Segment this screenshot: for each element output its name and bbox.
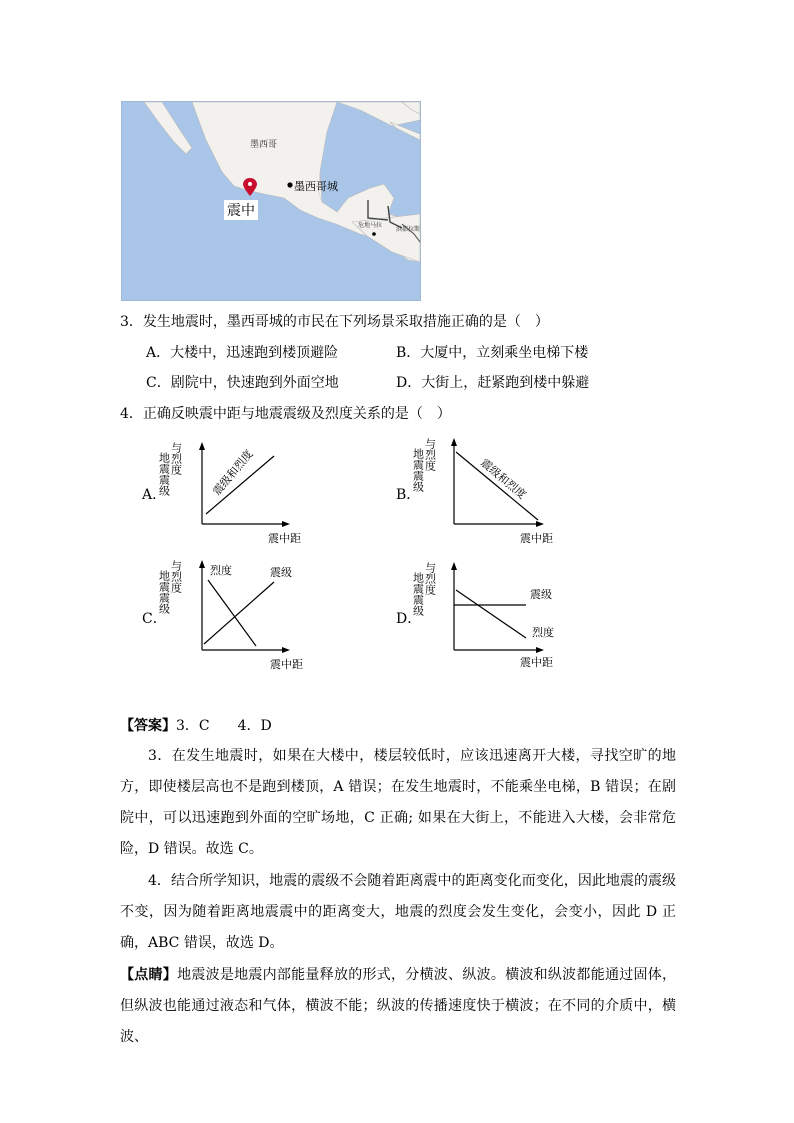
tip-tag: 【点睛】 [120,967,178,983]
q4-option-d-letter: D． [396,611,422,627]
map-graphic [122,102,420,300]
graph-b-line-label: 震级和烈度 [478,456,529,502]
tip-paragraph [120,960,676,1053]
graph-a-ylabel-col2: 与烈度 [169,442,183,475]
answer-line [120,716,272,736]
map-label-epicenter: 震中 [224,200,258,220]
explanation-q4: 4．结合所学知识，地震的震级不会随着距离震中的距离变化而变化，因此地震的震级不变，因为随着距离地震震中的距离变大，地震的烈度会发生变化，会变小，因此 D 正确，ABC 错误，故选 D。 [120,873,676,951]
answer-tag: 【答案】 [120,718,176,734]
graph-d-line-intensity [456,590,526,638]
q4-option-c-letter: C． [142,611,167,627]
tip-text: 地震波是地震内部能量释放的形式，分横波、纵波。横波和纵波都能通过固体，但纵波也能通过液态和气体，横波不能；纵波的传播速度快于横波；在不同的介质中，横波、 [120,967,677,1045]
q3-option-b: B．大厦中，立刻乘坐电梯下楼 [396,345,589,361]
graph-d-ylabel-col2: 与烈度 [423,562,437,595]
graph-c-line-intensity [208,580,256,646]
graph-c-line-magnitude [204,582,274,644]
graph-c-xlabel: 震中距 [270,658,303,671]
answer-text: 3．C 4．D [176,718,272,734]
graph-d-label-1: 震级 [530,588,552,601]
graph-a-xlabel: 震中距 [268,532,301,545]
graph-a-ylabel-col1: 地震震级 [157,452,171,496]
map-label-country: 墨西哥 [250,140,278,150]
graph-b-ylabel-col2: 与烈度 [423,438,437,471]
q3-option-c: C．剧院中，快速跑到外面空地 [146,375,339,391]
q4-graph-b [411,436,564,548]
q3-option-d: D．大街上，赶紧跑到楼中躲避 [396,375,590,391]
question-4-stem: 4．正确反映震中距与地震震级及烈度关系的是（ ） [120,406,451,422]
graph-d-label-2: 烈度 [532,626,554,639]
q4-option-a-letter: A． [142,487,167,503]
mexico-map [121,101,421,301]
graph-d-ylabel-col1: 地震震级 [411,572,425,616]
q4-graph-d [411,560,564,670]
q4-graph-a [157,440,310,548]
graph-b-xlabel: 震中距 [520,532,553,545]
explanation-q3: 3．在发生地震时，如果在大楼中，楼层较低时，应该迅速离开大楼，寻找空旷的地方，即使楼层高也不是跑到楼顶，A 错误；在发生地震时，不能乘坐电梯，B 错误；在剧院中，可以迅速跑到外面的空旷场地，C 正确; 如果在大街上，不能进入大楼，会非常危险，D 错误。故选 C。 [120,748,676,857]
graph-c-ylabel-col1: 地震震级 [157,570,171,614]
map-label-small-2: 洪都拉斯 [396,226,421,233]
q3-option-a: A．大楼中，迅速跑到楼顶避险 [146,345,339,361]
graph-b-ylabel-col1: 地震震级 [411,448,425,492]
map-label-mexico-city: 墨西哥城 [294,180,338,193]
map-label-small-1: 危地马拉 [358,222,383,229]
graph-d-xlabel: 震中距 [520,656,553,669]
graph-a-line-label: 震级和烈度 [210,447,256,498]
q4-graph-c [157,558,310,672]
question-3-stem: 3．发生地震时，墨西哥城的市民在下列场景采取措施正确的是（ ） [120,314,549,330]
q4-option-b-letter: B． [396,487,421,503]
graph-b-line [456,452,538,520]
graph-c-ylabel-col2: 与烈度 [169,560,183,593]
graph-c-label-2: 震级 [270,566,292,579]
graph-c-label-1: 烈度 [210,564,232,577]
